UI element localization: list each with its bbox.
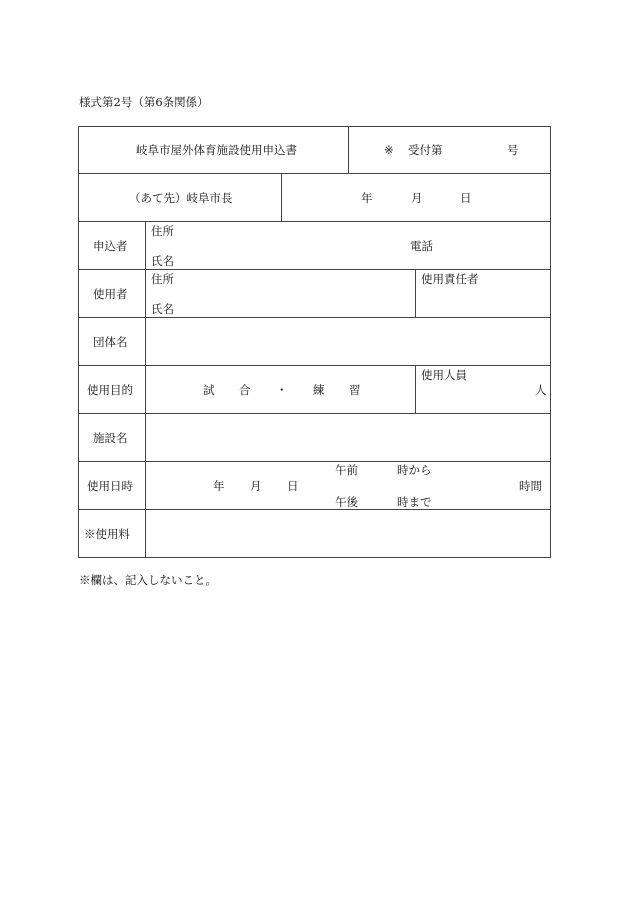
user-label: 使用者: [93, 287, 128, 301]
column-divider: [415, 269, 416, 317]
row-divider: [78, 269, 551, 270]
user-address-label: 住所: [151, 272, 174, 286]
applicant-phone-label: 電話: [410, 239, 433, 253]
column-divider: [348, 126, 349, 174]
date-year-label: 年: [361, 191, 373, 205]
date-day-label: 日: [460, 191, 472, 205]
applicant-name-label: 氏名: [151, 254, 174, 268]
form-title: 岐阜市屋外体育施設使用申込書: [136, 143, 297, 157]
reception-number-suffix: 号: [507, 143, 519, 157]
row-divider: [78, 365, 551, 366]
addressee: （あて先）岐阜市長: [129, 191, 233, 205]
user-name-label: 氏名: [151, 302, 174, 316]
row-divider: [78, 221, 551, 222]
fee-label: ※使用料: [84, 527, 130, 541]
purpose-separator: ・: [276, 383, 288, 397]
form-number: 様式第2号（第6条関係）: [79, 95, 209, 109]
responsible-person-label: 使用責任者: [421, 272, 479, 286]
column-divider: [281, 173, 282, 221]
row-divider: [78, 413, 551, 414]
purpose-option-char: 習: [349, 383, 361, 397]
column-divider: [145, 221, 146, 558]
purpose-option-char: 合: [239, 383, 251, 397]
applicant-label: 申込者: [93, 239, 128, 253]
row-divider: [78, 173, 551, 174]
datetime-year-label: 年: [213, 479, 225, 493]
from-hour-label: 時から: [397, 463, 432, 477]
row-divider: [78, 509, 551, 510]
reception-number-label: 受付第: [408, 143, 443, 157]
am-label: 午前: [335, 463, 358, 477]
until-hour-label: 時まで: [397, 495, 432, 509]
applicant-address-label: 住所: [151, 224, 174, 238]
headcount-label: 使用人員: [421, 368, 467, 382]
group-name-label: 団体名: [93, 335, 128, 349]
purpose-option-char: 練: [313, 383, 325, 397]
datetime-label: 使用日時: [87, 479, 133, 493]
datetime-day-label: 日: [287, 479, 299, 493]
reception-mark: ※: [384, 143, 394, 157]
purpose-label: 使用目的: [87, 383, 133, 397]
pm-label: 午後: [335, 495, 358, 509]
headcount-unit: 人: [535, 383, 547, 397]
hours-label: 時間: [519, 479, 542, 493]
date-month-label: 月: [411, 191, 423, 205]
row-divider: [78, 461, 551, 462]
datetime-month-label: 月: [250, 479, 262, 493]
column-divider: [415, 365, 416, 413]
facility-name-label: 施設名: [93, 431, 128, 445]
purpose-option-char: 試: [203, 383, 215, 397]
footnote: ※欄は、記入しないこと。: [79, 573, 217, 587]
row-divider: [78, 317, 551, 318]
